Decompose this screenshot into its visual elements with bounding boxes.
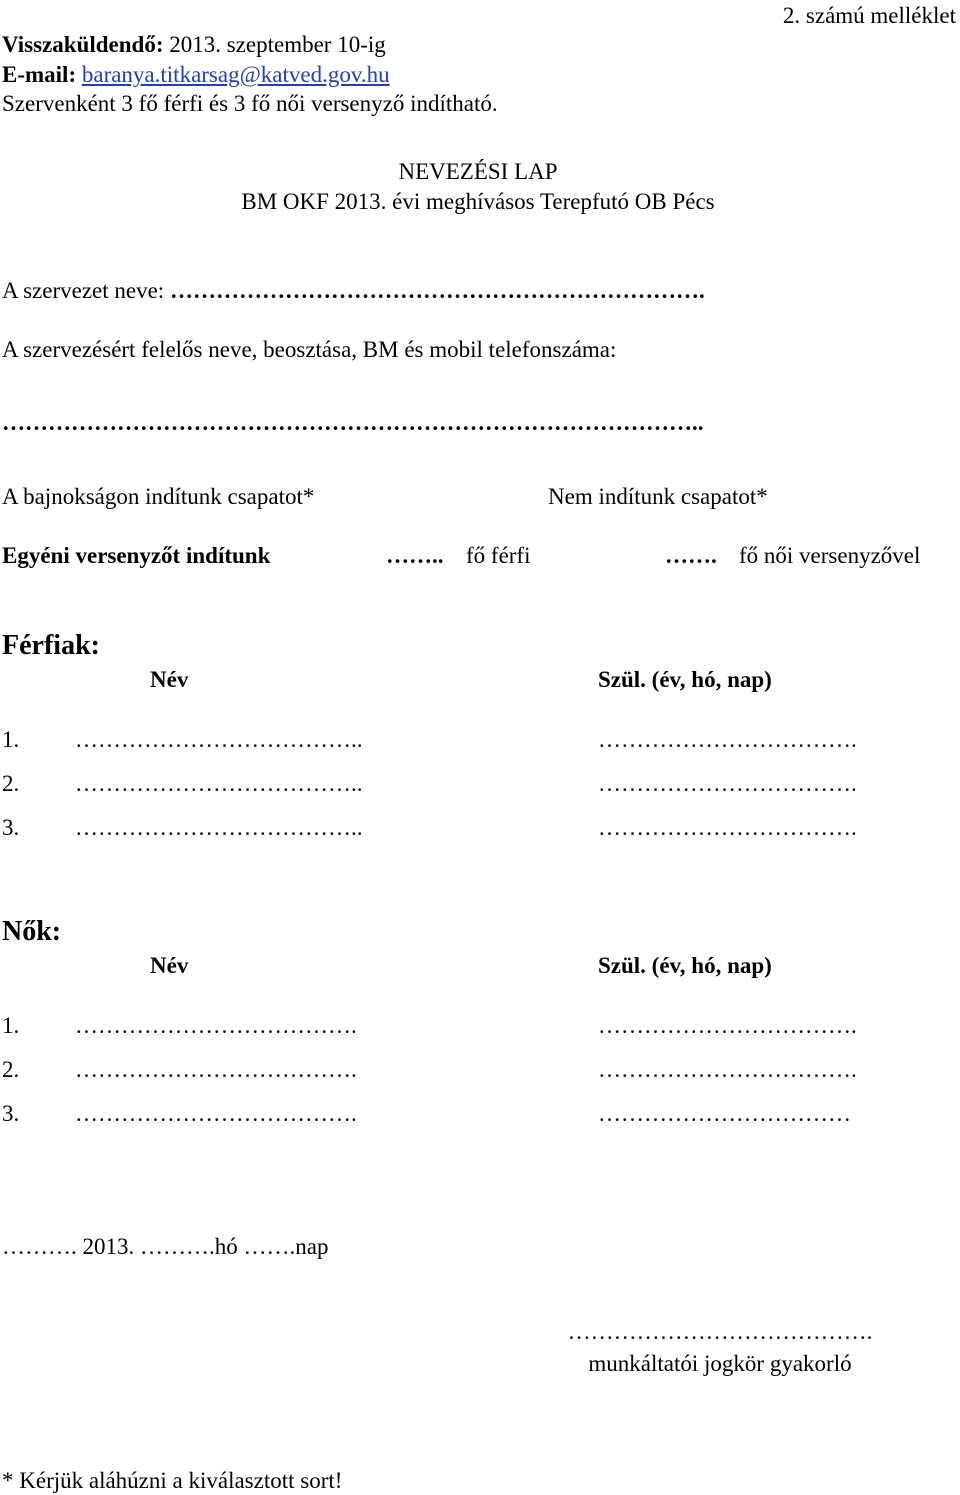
- women-row-3-birth[interactable]: ……………………………: [598, 1101, 851, 1126]
- women-row-1-birth[interactable]: …………………………….: [598, 1013, 857, 1038]
- women-row-1-num: 1.: [2, 1013, 20, 1038]
- deadline-line: [2, 33, 386, 56]
- organization-blank[interactable]: …………………………………………………………….: [169, 278, 705, 303]
- date-line[interactable]: ………. 2013. ……….hó …….nap: [2, 1234, 329, 1259]
- men-row-1-num: 1.: [2, 727, 20, 752]
- organization-label: A szervezet neve:: [2, 278, 165, 303]
- men-birth-header: Szül. (év, hó, nap): [598, 667, 772, 692]
- women-name-header: Név: [150, 953, 189, 978]
- men-row-3-birth[interactable]: …………………………….: [598, 815, 857, 840]
- men-heading: Férfiak:: [2, 630, 100, 661]
- men-row-2-name[interactable]: ………………………………..: [75, 771, 363, 796]
- email-link[interactable]: baranya.titkarsag@katved.gov.hu: [81, 62, 390, 87]
- women-row-1-name[interactable]: ……………………………….: [75, 1013, 357, 1038]
- signature-label: munkáltatói jogkör gyakorló: [588, 1351, 852, 1376]
- female-count-blank[interactable]: …….: [665, 543, 717, 568]
- men-name-header: Név: [150, 667, 189, 692]
- men-row-3-num: 3.: [2, 815, 20, 840]
- men-row-1-name[interactable]: ………………………………..: [75, 727, 363, 752]
- women-row-3-name[interactable]: ……………………………….: [75, 1101, 357, 1126]
- responsible-label: A szervezésért felelős neve, beosztása, BM és mobil telefonszáma:: [2, 337, 617, 362]
- footnote: * Kérjük aláhúzni a kiválasztott sort!: [2, 1468, 343, 1493]
- responsible-blank[interactable]: ………………………………………………………………………………..: [2, 410, 704, 435]
- team-yes-option[interactable]: A bajnokságon indítunk csapatot*: [2, 484, 315, 509]
- women-birth-header: Szül. (év, hó, nap): [598, 953, 772, 978]
- women-row-2-num: 2.: [2, 1057, 20, 1082]
- men-row-2-birth[interactable]: …………………………….: [598, 771, 857, 796]
- deadline-label: Visszaküldendő:: [2, 32, 164, 57]
- men-row-1-birth[interactable]: …………………………….: [598, 727, 857, 752]
- form-subtitle: BM OKF 2013. évi meghívásos Terepfutó OB Pécs: [241, 189, 715, 214]
- deadline-value: 2013. szeptember 10-ig: [169, 32, 386, 57]
- women-row-2-name[interactable]: ……………………………….: [75, 1057, 357, 1082]
- entry-note: Szervenként 3 fő férfi és 3 fő női versenyző indítható.: [2, 91, 498, 116]
- women-heading: Nők:: [2, 916, 62, 947]
- male-count-blank[interactable]: ……..: [386, 543, 444, 568]
- women-row-3-num: 3.: [2, 1101, 20, 1126]
- email-line: [2, 63, 390, 86]
- individual-label: Egyéni versenyzőt indítunk: [2, 543, 271, 568]
- signature-line[interactable]: ………………………………….: [567, 1319, 873, 1344]
- organization-line: [2, 279, 705, 302]
- female-count-text: fő női versenyzővel: [739, 543, 921, 568]
- men-row-3-name[interactable]: ………………………………..: [75, 815, 363, 840]
- men-row-2-num: 2.: [2, 771, 20, 796]
- male-count-text: fő férfi: [466, 543, 531, 568]
- email-label: E-mail:: [2, 62, 77, 87]
- team-no-option[interactable]: Nem indítunk csapatot*: [548, 484, 768, 509]
- annex-label: 2. számú melléklet: [782, 3, 956, 28]
- women-row-2-birth[interactable]: …………………………….: [598, 1057, 857, 1082]
- form-title: NEVEZÉSI LAP: [398, 159, 558, 184]
